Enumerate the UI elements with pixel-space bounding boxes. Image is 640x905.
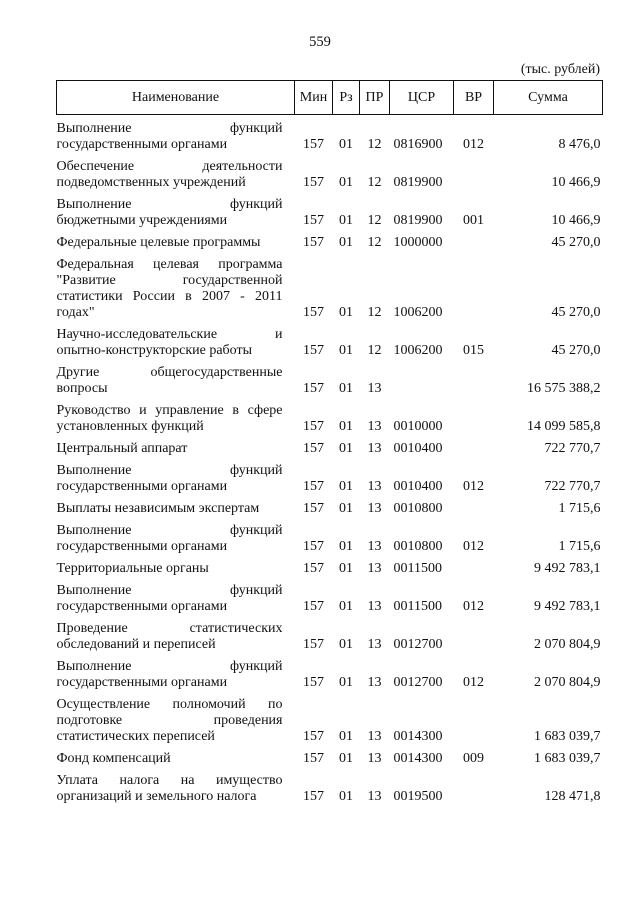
- cell-min: 157: [303, 729, 324, 744]
- table-row: [57, 461, 603, 499]
- cell-csr: [390, 363, 454, 401]
- cell-name-line: государственными органами: [56, 599, 228, 614]
- cell-vr: [454, 559, 494, 581]
- cell-sum: 2 070 804,9: [534, 675, 601, 690]
- cell-name: [57, 749, 295, 771]
- table-row: [57, 401, 603, 439]
- cell-vr: [454, 771, 494, 809]
- header-pr: ПР: [360, 81, 390, 115]
- cell-name-line: Научно-исследовательские и: [56, 327, 283, 342]
- cell-sum: 1 715,6: [558, 501, 601, 516]
- cell-name-line: бюджетными учреждениями: [56, 213, 228, 228]
- header-vr: ВР: [454, 81, 494, 115]
- cell-rz: 01: [339, 479, 353, 494]
- budget-table: [56, 80, 603, 809]
- cell-name-line: "Развитие государственной: [56, 273, 283, 288]
- cell-rz: 01: [339, 305, 353, 320]
- cell-rz: 01: [339, 599, 353, 614]
- cell-name-line: Выполнение функций: [56, 583, 283, 598]
- cell-rz: 01: [339, 213, 353, 228]
- table-row: [57, 695, 603, 749]
- cell-pr: 12: [367, 137, 382, 152]
- cell-sum: 722 770,7: [544, 441, 601, 456]
- cell-min: 157: [303, 305, 324, 320]
- cell-min: 157: [303, 501, 324, 516]
- cell-rz: 01: [339, 137, 353, 152]
- cell-vr: 012: [463, 137, 484, 152]
- table-row: [57, 521, 603, 559]
- page-number: 559: [309, 34, 331, 50]
- cell-csr: 0010400: [393, 441, 443, 456]
- cell-name-line: Выплаты независимым экспертам: [56, 501, 260, 516]
- cell-csr: 0816900: [393, 137, 443, 152]
- cell-csr: 0819900: [393, 175, 443, 190]
- cell-name: [57, 695, 295, 749]
- cell-pr: 12: [367, 175, 382, 190]
- cell-pr: 13: [367, 751, 382, 766]
- cell-csr: 1000000: [393, 235, 443, 250]
- cell-pr: 13: [367, 441, 382, 456]
- cell-rz: 01: [339, 175, 353, 190]
- cell-name-line: Уплата налога на имущество: [56, 773, 283, 788]
- header-rz: Рз: [333, 81, 360, 115]
- cell-name: [57, 559, 295, 581]
- cell-min: 157: [303, 175, 324, 190]
- cell-name-line: годах": [56, 305, 95, 320]
- cell-csr: 0010000: [393, 419, 443, 434]
- cell-vr: [454, 255, 494, 325]
- table-header-row: [57, 81, 603, 115]
- cell-csr: 0014300: [393, 751, 443, 766]
- table-row: [57, 325, 603, 363]
- cell-name-line: Выполнение функций: [56, 197, 283, 212]
- cell-sum: 10 466,9: [551, 175, 601, 190]
- cell-pr: 13: [367, 501, 382, 516]
- cell-pr: 13: [367, 599, 382, 614]
- cell-vr: [454, 439, 494, 461]
- cell-csr: 0010400: [393, 479, 443, 494]
- cell-pr: 13: [367, 419, 382, 434]
- table-row: [57, 115, 603, 158]
- cell-pr: 13: [367, 479, 382, 494]
- header-min: Мин: [295, 81, 333, 115]
- cell-vr: [454, 157, 494, 195]
- cell-rz: 01: [339, 637, 353, 652]
- cell-pr: 13: [367, 675, 382, 690]
- cell-name-line: Фонд компенсаций: [56, 751, 171, 766]
- cell-name-line: Выполнение функций: [56, 463, 283, 478]
- cell-rz: 01: [339, 729, 353, 744]
- cell-min: 157: [303, 561, 324, 576]
- cell-csr: 0819900: [393, 213, 443, 228]
- cell-csr: 0012700: [393, 675, 443, 690]
- cell-name: [57, 325, 295, 363]
- table-row: [57, 619, 603, 657]
- cell-csr: 1006200: [393, 343, 443, 358]
- cell-vr: 012: [463, 479, 484, 494]
- cell-min: 157: [303, 751, 324, 766]
- cell-min: 157: [303, 539, 324, 554]
- cell-pr: 13: [367, 561, 382, 576]
- cell-rz: 01: [339, 561, 353, 576]
- cell-pr: 13: [367, 789, 382, 804]
- cell-sum: 14 099 585,8: [527, 419, 601, 434]
- cell-name-line: организаций и земельного налога: [56, 789, 257, 804]
- cell-name: [57, 461, 295, 499]
- table-row: [57, 749, 603, 771]
- cell-min: 157: [303, 419, 324, 434]
- cell-vr: [454, 401, 494, 439]
- cell-name-line: Федеральная целевая программа: [56, 257, 283, 272]
- cell-name-line: Выполнение функций: [56, 121, 283, 136]
- cell-rz: 01: [339, 539, 353, 554]
- cell-min: 157: [303, 599, 324, 614]
- table-row: [57, 559, 603, 581]
- cell-csr: 0014300: [393, 729, 443, 744]
- cell-csr: 1006200: [393, 305, 443, 320]
- cell-min: 157: [303, 213, 324, 228]
- cell-name: [57, 581, 295, 619]
- cell-csr: 0011500: [393, 561, 442, 576]
- cell-sum: 2 070 804,9: [534, 637, 601, 652]
- table-row: [57, 657, 603, 695]
- header-sum: Сумма: [494, 81, 603, 115]
- cell-name-line: установленных функций: [56, 419, 204, 434]
- cell-sum: 1 683 039,7: [534, 751, 601, 766]
- units-label: (тыс. рублей): [520, 62, 600, 77]
- cell-sum: 1 715,6: [558, 539, 601, 554]
- cell-name-line: Центральный аппарат: [56, 441, 188, 456]
- cell-name-line: подведомственных учреждений: [56, 175, 246, 190]
- cell-name-line: Федеральные целевые программы: [56, 235, 261, 250]
- table-row: [57, 439, 603, 461]
- cell-sum: 722 770,7: [544, 479, 601, 494]
- cell-min: 157: [303, 235, 324, 250]
- table-row: [57, 771, 603, 809]
- cell-name-line: Выполнение функций: [56, 659, 283, 674]
- table-row: [57, 499, 603, 521]
- cell-name-line: государственными органами: [56, 137, 228, 152]
- cell-pr: 13: [367, 539, 382, 554]
- cell-sum: 1 683 039,7: [534, 729, 601, 744]
- cell-min: 157: [303, 441, 324, 456]
- table-row: [57, 255, 603, 325]
- cell-name-line: вопросы: [56, 381, 108, 396]
- cell-sum: 9 492 783,1: [534, 599, 601, 614]
- cell-name: [57, 195, 295, 233]
- cell-name-line: государственными органами: [56, 479, 228, 494]
- cell-vr: 012: [463, 675, 484, 690]
- cell-sum: 45 270,0: [551, 305, 601, 320]
- cell-pr: 13: [367, 729, 382, 744]
- cell-vr: 015: [463, 343, 484, 358]
- cell-vr: [454, 233, 494, 255]
- cell-rz: 01: [339, 501, 353, 516]
- cell-name: [57, 499, 295, 521]
- cell-sum: 9 492 783,1: [534, 561, 601, 576]
- cell-rz: 01: [339, 419, 353, 434]
- cell-sum: 10 466,9: [551, 213, 601, 228]
- header-csr: ЦСР: [390, 81, 454, 115]
- cell-name-line: обследований и переписей: [56, 637, 216, 652]
- cell-csr: 0012700: [393, 637, 443, 652]
- cell-name: [57, 657, 295, 695]
- cell-vr: 012: [463, 539, 484, 554]
- cell-vr: [454, 619, 494, 657]
- cell-vr: 001: [463, 213, 484, 228]
- cell-name-line: Осуществление полномочий по: [56, 697, 283, 712]
- cell-rz: 01: [339, 441, 353, 456]
- cell-rz: 01: [339, 675, 353, 690]
- cell-rz: 01: [339, 235, 353, 250]
- cell-vr: [454, 499, 494, 521]
- cell-vr: 012: [463, 599, 484, 614]
- header-name: Наименование: [57, 81, 295, 115]
- cell-name: [57, 115, 295, 158]
- cell-pr: 13: [367, 637, 382, 652]
- table-row: [57, 195, 603, 233]
- cell-csr: 0019500: [393, 789, 443, 804]
- table-row: [57, 233, 603, 255]
- table-row: [57, 157, 603, 195]
- cell-sum: 128 471,8: [544, 789, 601, 804]
- cell-name-line: Обеспечение деятельности: [56, 159, 283, 174]
- cell-name-line: Руководство и управление в сфере: [56, 403, 283, 418]
- cell-name: [57, 619, 295, 657]
- cell-vr: 009: [463, 751, 484, 766]
- cell-min: 157: [303, 789, 324, 804]
- cell-min: 157: [303, 381, 324, 396]
- cell-name-line: Проведение статистических: [56, 621, 283, 636]
- cell-name: [57, 363, 295, 401]
- cell-pr: 12: [367, 343, 382, 358]
- cell-name: [57, 233, 295, 255]
- cell-min: 157: [303, 137, 324, 152]
- cell-sum: 16 575 388,2: [527, 381, 601, 396]
- cell-csr: 0011500: [393, 599, 442, 614]
- cell-name-line: Другие общегосударственные: [56, 365, 283, 380]
- cell-name-line: Выполнение функций: [56, 523, 283, 538]
- table-row: [57, 581, 603, 619]
- cell-name-line: опытно-конструкторские работы: [56, 343, 253, 358]
- cell-min: 157: [303, 343, 324, 358]
- cell-name-line: подготовке проведения: [56, 713, 283, 728]
- cell-min: 157: [303, 637, 324, 652]
- cell-name-line: Территориальные органы: [56, 561, 209, 576]
- cell-min: 157: [303, 675, 324, 690]
- cell-sum: 45 270,0: [551, 343, 601, 358]
- cell-name-line: государственными органами: [56, 675, 228, 690]
- cell-name: [57, 157, 295, 195]
- cell-name-line: государственными органами: [56, 539, 228, 554]
- cell-pr: 12: [367, 213, 382, 228]
- cell-name: [57, 521, 295, 559]
- cell-pr: 12: [367, 235, 382, 250]
- cell-pr: 13: [367, 381, 382, 396]
- cell-vr: [454, 695, 494, 749]
- table-row: [57, 363, 603, 401]
- cell-name: [57, 255, 295, 325]
- cell-pr: 12: [367, 305, 382, 320]
- cell-rz: 01: [339, 343, 353, 358]
- cell-min: 157: [303, 479, 324, 494]
- cell-sum: 8 476,0: [558, 137, 601, 152]
- cell-csr: 0010800: [393, 501, 443, 516]
- cell-vr: [454, 363, 494, 401]
- cell-name: [57, 439, 295, 461]
- cell-rz: 01: [339, 789, 353, 804]
- cell-name: [57, 401, 295, 439]
- cell-csr: 0010800: [393, 539, 443, 554]
- cell-name-line: статистики России в 2007 - 2011: [56, 289, 283, 304]
- cell-rz: 01: [339, 381, 353, 396]
- cell-name: [57, 771, 295, 809]
- cell-name-line: статистических переписей: [56, 729, 215, 744]
- cell-sum: 45 270,0: [551, 235, 601, 250]
- cell-rz: 01: [339, 751, 353, 766]
